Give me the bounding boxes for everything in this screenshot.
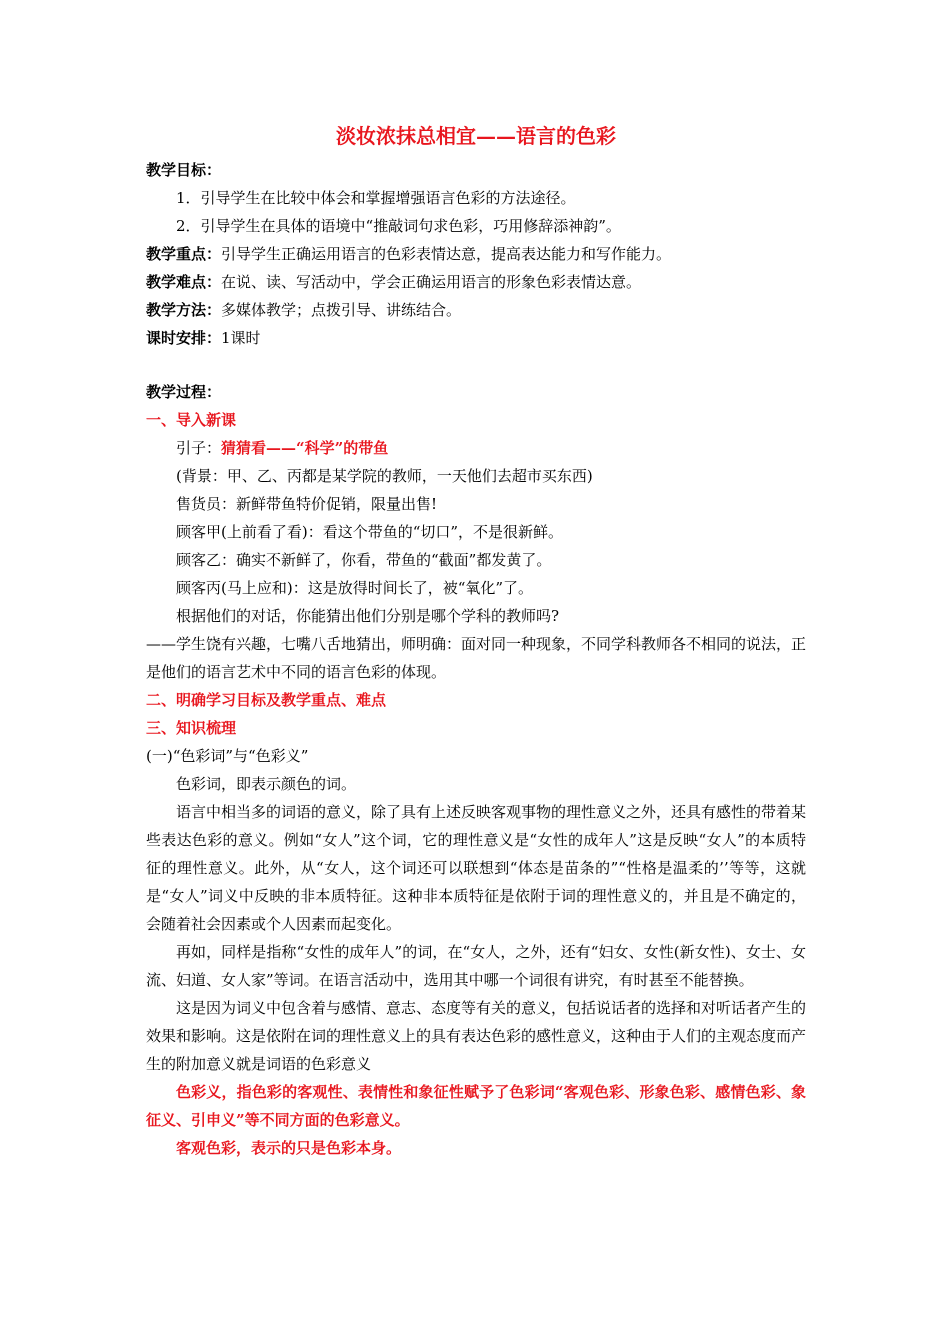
method-line bbox=[146, 296, 806, 324]
difficulty-label: 教学难点： bbox=[146, 273, 222, 291]
intro-label: 引子： bbox=[176, 439, 222, 457]
section3-subheading: (一)“色彩词”与“色彩义” bbox=[146, 747, 309, 765]
intro-line bbox=[146, 434, 806, 462]
paragraph: 色彩词，即表示颜色的词。 bbox=[176, 775, 357, 793]
difficulty-line bbox=[146, 268, 806, 296]
section2-heading: 二、明确学习目标及教学重点、难点 bbox=[146, 691, 387, 709]
objective-item: 1．引导学生在比较中体会和掌握增强语言色彩的方法途径。 bbox=[176, 189, 576, 207]
spacer bbox=[146, 352, 806, 378]
intro-title: 猜猜看——“科学”的带鱼 bbox=[221, 439, 389, 457]
schedule-label: 课时安排： bbox=[146, 329, 222, 347]
method-text: 多媒体教学；点拨引导、讲练结合。 bbox=[221, 301, 462, 319]
key-point-text: 引导学生正确运用语言的色彩表情达意，提高表达能力和写作能力。 bbox=[221, 245, 672, 263]
dialogue-line: (背景：甲、乙、丙都是某学院的教师，一天他们去超市买东西) bbox=[176, 467, 593, 485]
method-label: 教学方法： bbox=[146, 301, 222, 319]
key-point-label: 教学重点： bbox=[146, 245, 222, 263]
dialogue-line: 顾客甲(上前看了看)：看这个带鱼的“切口”，不是很新鲜。 bbox=[176, 523, 564, 541]
schedule-line bbox=[146, 324, 806, 352]
schedule-text: 1课时 bbox=[221, 329, 261, 347]
section3-heading: 三、知识梳理 bbox=[146, 719, 237, 737]
dialogue-line: 顾客乙：确实不新鲜了，你看，带鱼的“截面”都发黄了。 bbox=[176, 551, 552, 569]
dialogue-line: 售货员：新鲜带鱼特价促销，限量出售! bbox=[176, 495, 438, 513]
paragraph: 再如，同样是指称“女性的成年人”的词，在“女人，之外，还有“妇女、女性(新女性)、女士、女流、妇道、女人家”等词。在语言活动中，选用其中哪一个词很有讲究，有时甚至不能替换。 bbox=[146, 943, 806, 989]
process-heading: 教学过程： bbox=[146, 383, 222, 401]
objectives-heading: 教学目标： bbox=[146, 161, 222, 179]
paragraph: 语言中相当多的词语的意义，除了具有上述反映客观事物的理性意义之外，还具有感性的带着某些表达色彩的意义。例如“女人”这个词，它的理性意义是“女性的成年人”这是反映“女人”的本质特征的理性意义。此外，从“女人，这个词还可以联想到“体态是苗条的”“性格是温柔的’’等等，这就是“女人”词义中反映的非本质特征。这种非本质特征是依附于词的理性意义的，并且是不确定的，会随着社会因素或个人因素而起变化。 bbox=[146, 803, 807, 933]
dialogue-line: 顾客丙(马上应和)：这是放得时间长了，被“氧化”了。 bbox=[176, 579, 534, 597]
paragraph: 这是因为词义中包含着与感情、意志、态度等有关的意义，包括说话者的选择和对听话者产生的效果和影响。这是依附在词的理性意义上的具有表达色彩的感性意义，这种由于人们的主观态度而产生的附加意义就是词语的色彩意义 bbox=[146, 999, 807, 1073]
dialogue-line: 根据他们的对话，你能猜出他们分别是哪个学科的教师吗? bbox=[176, 607, 560, 625]
document-page bbox=[146, 118, 806, 1162]
section1-heading: 一、导入新课 bbox=[146, 411, 237, 429]
section1-conclusion: ——学生饶有兴趣，七嘴八舌地猜出，师明确：面对同一种现象，不同学科教师各不相同的说法，正是他们的语言艺术中不同的语言色彩的体现。 bbox=[146, 635, 807, 681]
paragraph-highlight: 色彩义，指色彩的客观性、表情性和象征性赋予了色彩词“客观色彩、形象色彩、感情色彩、象征义、引申义”等不同方面的色彩意义。 bbox=[146, 1083, 806, 1129]
paragraph-highlight: 客观色彩，表示的只是色彩本身。 bbox=[176, 1139, 402, 1157]
document-title: 淡妆浓抹总相宜——语言的色彩 bbox=[336, 124, 616, 148]
difficulty-text: 在说、读、写活动中，学会正确运用语言的形象色彩表情达意。 bbox=[221, 273, 642, 291]
objective-item: 2．引导学生在具体的语境中“推敲词句求色彩，巧用修辞添神韵”。 bbox=[176, 217, 621, 235]
key-point-line bbox=[146, 240, 806, 268]
